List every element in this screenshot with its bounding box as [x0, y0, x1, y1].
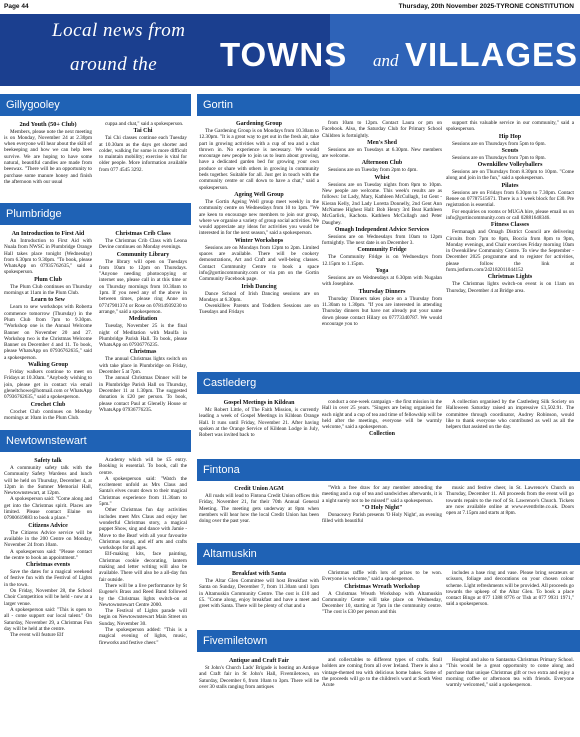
heading: Gospel Meetings in Kildean [223, 400, 295, 406]
paragraph: Donaceavy Parish presents 'O Holy Night', an evening filled with beautiful [322, 511, 442, 525]
paragraph: Sessions are on Thursdays from 7pm to 8pm. [452, 154, 546, 161]
section-plumbridge: Plumbridge [0, 203, 191, 225]
fintona-column-2 [322, 485, 442, 537]
newtownstewart-column-1 [4, 457, 92, 735]
paragraph: cuppa and chat," said a spokesperson. [105, 121, 184, 127]
heading: Crochet Club [30, 401, 66, 408]
gortin-column-1 [199, 120, 319, 366]
paragraph: Members, please note the next meeting is on Monday, November 24 at 2.30pm when everyone will hear about the skill of beekeeping and how we can help bees survive. We are hoping to have some natural, beautiful candles are made from beeswax. "There will be an opportunity to purchase some manure honey and finish the afternoon with our usual [4, 128, 92, 185]
heading: Yoga [375, 268, 389, 275]
section-newtownstewart: Newtownstewart [0, 430, 191, 452]
section-fivemiletown: Fivemiletown [197, 630, 580, 652]
page-header [0, 0, 580, 14]
heading: Omagh Independent Advice Services [334, 226, 430, 233]
heading: Gardening Group [235, 121, 283, 127]
paragraph: The annual Christmas lights switch on with take place in Plumbridge on Friday, December 5 at 7pm. [99, 356, 187, 376]
paragraph: Sessions are on Thursdays from 8.30pm to 10pm. "Come along and join in the fun," said a spokesperson. [446, 169, 574, 182]
paragraph: from 10am to 12pm. Contact Laura or pm on Facebook. Also, the Saturday Club for Primary School Children is fortnightly. [322, 120, 442, 139]
gortin-column-3 [446, 120, 574, 366]
heading: "O Holy Night" [361, 504, 403, 511]
paragraph: The Festival of Lights parade will begin on Newtownstewart Main Street on Sunday, November 30. [99, 608, 187, 627]
paragraph: Fermanagh and Omagh District Council are delivering Circuits from 7pm to 8pm, Boccia from 8pm to 9pm, Monday evenings, and Chair exercises Friday morning 10am in Owenkillew Community Centre. To view the September - December 2025 programme and to register for activities, please follow the link at form.jotform.com/242182011044152 [446, 229, 574, 274]
paragraph: Tai Chi classes continue each Tuesday at 10.30am as the days get shorter and colder, walking for some is more difficult to maintain mobility; exercise is vital for older people. More information available from 077 4545 3292. [99, 135, 187, 173]
paragraph: includes a base ring and vase. Please bring secateurs or scissors, foliage and decorations on your chosen colour scheme. Light refreshments will be provided. All proceeds go towards the upkeep of the Altar Glen. To book a place contact Bingo at 077 1388 8776 or Tish at 077 9931 1971," said a spokesperson. [446, 570, 574, 608]
section-altamuskin: Altamuskin [197, 543, 580, 565]
paragraph: Save the dates for a magical weekend of festive fun with the Festival of Lights in the town. [4, 569, 92, 588]
paragraph: Sessions are on Tuesday nights from 8pm to 10pm. New people are welcome. This week's results are as follows: 1st Lady, Mary, Kathleen McCullagh, 1st Gent - Kieran Kelly, 2nd Lady Loretta Donnelly, 2nd Gent Ann McNamee Highest Hall: Bob Henry 3rd Beat Kathleen McGarlick, Kachota. Kathleen McCullagh and Peter Daughey. [322, 181, 442, 226]
heading: Community Library [116, 251, 170, 258]
paragraph: Crochet Club continues on Monday mornings at 10am in the Plum Club. [4, 408, 92, 421]
heading: Ageing Well Group [234, 191, 284, 198]
heading: Christmas events [25, 562, 71, 569]
heading: Winter Workshops [234, 237, 284, 244]
page-number: Page 44 [4, 3, 29, 10]
paragraph: Thursday Dinners takes place on a Thursday from 11.30am to 1.30pm. "If you are interested in attending Thursday dinners but have not already put your name down please contact Hilary on 07773340787. We would encourage you to [322, 295, 442, 327]
heading: Learn to Sew [31, 297, 65, 304]
paragraph: The Community Fridge is on Wednesdays from 12.15pm to 1.15pm. [322, 254, 442, 267]
heading: Pilates [501, 182, 519, 189]
paragraph: A spokesperson said: "This is open to all - come support our local talent." On Saturday, November 29, a Christmas Fun day will be held at the centre. [4, 606, 92, 632]
heading: Citizens Advice [28, 522, 68, 529]
castlederg-column-3 [446, 399, 574, 454]
castlederg-column-2 [322, 399, 442, 454]
gortin-column-2 [322, 120, 442, 366]
fivemiletown-column-2 [322, 657, 442, 735]
heading: Christmas Wreath Workshop [344, 583, 420, 590]
heading: Credit Union AGM [234, 486, 284, 492]
banner-line1: Local news from [52, 20, 186, 41]
paragraph: conduct a one-week campaign - the first mission in the Hall in over 25 years. "Singers are being organised for each night and a cup of tea and time of fellowship will be held after the meetings, everyone will be warmly welcome," said a spokesperson. [322, 399, 442, 431]
paragraph: Other Christmas fun day activities includes meet Mrs Claus and enjoy her wonderful Christmas story, a magical puppet Show, sing and dance with Jamie - Move to the Beat! with all your favourite Christmas songs, and elf arts and crafts workshops for all ages. [99, 507, 187, 552]
plumbridge-column-2 [99, 230, 187, 426]
fivemiletown-column-3 [446, 657, 574, 735]
paragraph: A spokesperson said: "Come along and get into the Christmas spirit. Places are limited. Please contact Elaine on 07900619883 to book a place." [4, 496, 92, 522]
paragraph: Mc Robert Little, of The Faith Mission, is currently leading a week of Gospel Meetings in Kildean Orange Hall. It runs until Friday, November 21. After having spoken at the Orange Service of Kildean Lodge in July, Robert was invited back to [199, 407, 319, 439]
gillygooley-column-1 [4, 121, 92, 202]
paragraph: The Christmas lights switch-on event is on 11am on Thursday, December 4 at Bridge area. [446, 281, 574, 294]
paragraph: The annual Christmas Dinner will be in Plumbridge Parish Hall on Thursday, December 11 at 1.30pm. The suggested donation is £20 per person. To book, please contact Paul at Glenelly House or WhatsApp 07936776235. [99, 375, 187, 413]
altamuskin-column-3 [446, 570, 574, 626]
paragraph: The Plum Club continues on Thursday mornings at 11am in the Plum Club. [4, 283, 92, 297]
castlederg-column-1 [199, 399, 319, 454]
section-gillygooley: Gillygooley [0, 94, 191, 116]
heading: Thursday Dinners [358, 288, 406, 295]
paragraph: Sessions are on Thursdays from 5pm to 6pm. [452, 140, 546, 147]
banner-line2: around the [70, 54, 158, 75]
fintona-column-3 [446, 485, 574, 537]
paragraph: St John's Church Lads' Brigade is hosting an Antique and Craft fair in St John's Hall, Fivemiletown, on Saturday, December 6, from 10am to 3pm. There will be over 30 stalls ranging from antiques [199, 665, 319, 690]
section-banner [0, 14, 580, 86]
altamuskin-column-2 [322, 570, 442, 626]
heading: Collection [369, 431, 395, 438]
heading: Whist [374, 174, 390, 181]
heading: Community Fridge [357, 247, 407, 254]
paragraph: The Gortin Ageing Well group meet weekly in the community centre on Wednesdays from 10 to 1pm. "We are keen to encourage new members to join our group, where we organise a variety of group social activities. We would appreciate any ideas for activities you would be interested in for the next season," said a spokesperson. [199, 198, 319, 237]
paragraph: The Gardening Group is on Mondays from 10.30am to 12.30pm. "It is a great way to get out in the fresh air, take part in growing activities with a cup of tea and a chat thrown in. No experience is necessary. We would encourage new people to join us to learn about growing, have a dedicated garden bed for growing your own produce or share with others in growing in community beds together. Suitable for all. Just get in touch with the community centre or call down to have a chat," said a spokesperson. [199, 128, 319, 191]
paragraph: A collection organised by the Castlederg Silk Society on Halloween Saturday raised an impressive £1,502.91. The committee through coordinator, Audrey Robinson, would like to thank everyone who contributed as well as all the helpers that assisted on the day. [446, 399, 574, 431]
paragraph: There will be a live performance by St Eugene's Brass and Reed Band followed by the Christmas lights switch-on at Newtownstewart Centre 2000. [99, 582, 187, 608]
heading: Owenkillew Volleyballers [477, 162, 543, 169]
plumbridge-column-1 [4, 230, 92, 426]
heading: Scouts [501, 147, 519, 154]
paragraph: A Christmas Wreath Workshop with Altamuskin Community Centre will take place on Wednesday, December 10, starting at 7pm in the community centre. "The cost is £30 per person and this [322, 590, 442, 616]
paragraph: Hospital and also to Santasma Christmas Primary School. "This would be a great opportunity to come along and purchase that unique Christmas gift or two extra and enjoy a morning coffee or afternoon tea with friends. Everyone warmly welcomed," said a spokesperson. [446, 657, 574, 689]
paragraph: The library will open on Tuesdays from 10am to 12pm on Thursdays. "Anyone needing photocopying or internet use, please call in at this time or on Thursday mornings from 10.30am to 1pm. If you need any of the above in between times, please ring Anne on 07747901374 or Rose on 07814939230 to arrange," said a spokesperson. [99, 258, 187, 315]
paragraph: The spokesperson added: "This is a magical evening of lights, music, fireworks and festive cheer." [99, 627, 187, 646]
paragraph: The Altar Glen Committee will host Breakfast with Santa on Sunday, December 7, from 11.30am until 1pm in Altamuskin Community Centre. The cost is £10 and £5. "Come along, enjoy breakfast and have a meet and greet with Santa. There will be plenty of chat and a [199, 578, 319, 610]
paragraph: The event will feature Elf [10, 632, 64, 639]
paragraph: An Introduction to First Aid with Nuala from NWSC in Plumbridge Orange Hall takes place tonight (Wednesday) from 6.30pm to 9.30pm. "To book, please WhatsApp on 07935762635," said a spokesperson. [4, 238, 92, 276]
heading: Safety talk [34, 458, 62, 464]
paragraph: A community safety talk with the Community Safety Wardens and lunch will be held on Thursday, December 4, at 12pm in the Sumner Memorial Hall, Newtownstewart, at 12pm. [4, 465, 92, 497]
heading: Christmas [129, 349, 157, 356]
fintona-column-1 [199, 485, 319, 537]
section-fintona: Fintona [197, 459, 580, 481]
heading: 2nd Youth (50+ Club) [19, 121, 77, 128]
paragraph: Sessions are on Wednesdays at 6.30pm with Nugalan with Josephine. [322, 275, 442, 288]
heading: Afternoon Club [361, 160, 403, 167]
paragraph: The Christmas Crib Class with Leona Devine continues on Monday evenings. [99, 238, 187, 251]
paragraph: Academy which will be £5 entry. Booking is essential. To book, call the centre. [99, 457, 187, 476]
heading: Plum Club [34, 276, 62, 283]
paragraph: music and festive cheer, in St. Lawrence's Church on Thursday, December 11. All proceeds from the event will go towards repairs to the roof of St. Lawrence's Church. Tickets are now available online at www.eventbrite.co.uk. Doors open at 7.15pm and starts at 8pm. [446, 485, 574, 517]
paragraph: A spokesperson said: "Please contact the centre to book an appointment." [4, 548, 92, 561]
heading: Hip Hop [498, 133, 522, 140]
banner-and: and [373, 51, 399, 70]
banner-towns: TOWNS [220, 36, 348, 73]
paragraph: Sessions are on Tuesdays at 6.30pm. New members are welcome. [322, 146, 442, 160]
heading: An Introduction to First Aid [11, 231, 85, 237]
paragraph: Sessions are on Tuesday from 2pm to 4pm. [328, 167, 418, 174]
altamuskin-column-1 [199, 570, 319, 626]
paragraph: A spokesperson said: "Watch the excitement unfold as Mrs Claus and Santa's elves count down to their magical Christmas experience from 11.30am to 5pm." [99, 475, 187, 508]
paragraph: Elf-making kits, face painting, Christmas cookie decorating, lantern making and letter writing will also be available. There will also be a all-day fun fair outside. [99, 551, 187, 583]
paragraph: The Citizens Advice service will be available in the 200 Centre on Monday, November 24 from 10am. [4, 529, 92, 549]
section-castlederg: Castlederg [197, 372, 580, 394]
newtownstewart-column-2 [99, 457, 187, 735]
paragraph: Owenkillew Parents and Toddlers Sessions are on Tuesdays and Fridays [199, 303, 319, 316]
paragraph: "With a free draw for any member attending the meeting and a cup of tea and sandwiches afterwards, it is a night surely not to be missed!" said a spokesperson. [322, 485, 442, 504]
heading: Irish Dancing [241, 283, 277, 290]
heading: Meditation [128, 316, 158, 323]
fivemiletown-column-1 [199, 657, 319, 735]
paragraph: Tuesday, November 25 is the final night of Meditation with Maulfa in Plumbridge Parish Hall. To book, please WhatsApp on 07936776235. [99, 323, 187, 349]
heading: Walking Group [27, 362, 69, 369]
paragraph: and collectables to different types of crafts. Stall holders are coming from all over Ireland. There is also a vintage-themed tea with delicious home bakes. Some of the proceeds will go to the children's ward at South West Acute [322, 657, 442, 689]
banner-villages: VILLAGES [405, 36, 579, 73]
paragraph: For enquiries on rooms or MUGA hire, please email us on info@gortincommunity.com or call 02881648346. [446, 208, 574, 221]
paragraph: Learn to sew workshops with Roberta commence tomorrow (Thursday) in the Plum Club from 7pm to 9.30pm. "Workshop one is the Annual Welcome Banner on November 20 and 27. Workshop two is the Christmas Welcome Banner on December 4 and 11. To book, please WhatsApp on 07936762635," said a spokesperson. [4, 304, 92, 361]
heading: Men's Shed [367, 139, 397, 146]
paragraph: support this valuable service in our community," said a spokesperson. [446, 120, 574, 133]
heading: Christmas Lights [487, 274, 533, 281]
paragraph: Sessions are on Fridays from 6.30pm to 7.30pm. Contact Renee on 07787515671. There is a 1 week block for £30. Pre registration is essential. [446, 189, 574, 209]
section-gortin: Gortin [197, 94, 580, 116]
paragraph: Dance School of Irish Dancing sessions are on Mondays at 6.30pm. [199, 290, 319, 303]
paragraph: Christmas raffle with lots of prizes to be won. Everyone is welcome," said a spokesperson. [322, 570, 442, 583]
heading: Christmas Crib Class [115, 231, 171, 237]
heading: Fitness Classes [490, 222, 530, 229]
paragraph: All roads will lead to Fintona Credit Union offices this Friday, November 21, for their 70th Annual General Meeting. The meeting gets underway at 8pm when members will hear how the local Credit Union has been doing over the past year. [199, 493, 319, 525]
heading: Antique and Craft Fair [229, 658, 289, 664]
paragraph: Friday walkers continue to meet on Fridays at 10.30am. "Anybody wishing to join, please get in contact via email gleneltchowe@hotmail.com or WhatsApp 07936762635," said a spokesperson. [4, 369, 92, 401]
paragraph: Sessions are on Mondays from 12pm to 2pm. Limited spaces are available. There will be cookery demonstrations, Art and Craft and well-being classes. Contact Community Centre to book a space info@gortincommunity.com or via pm on the Gortin Community Facebook page. [199, 244, 319, 283]
heading: Breakfast with Santa [232, 571, 286, 577]
gillygooley-column-2 [99, 121, 187, 202]
paragraph: On Friday, November 28, the School Choir Competition will be held - now at a larger venue. [4, 588, 92, 607]
paragraph: Sessions are on Wednesdays from 10am to 12pm fortnightly. The next date is on December 3. [322, 233, 442, 247]
page-date: Thursday, 20th November 2025-TYRONE CONSTITUTION [398, 3, 574, 10]
heading: Tai Chi [133, 128, 153, 135]
